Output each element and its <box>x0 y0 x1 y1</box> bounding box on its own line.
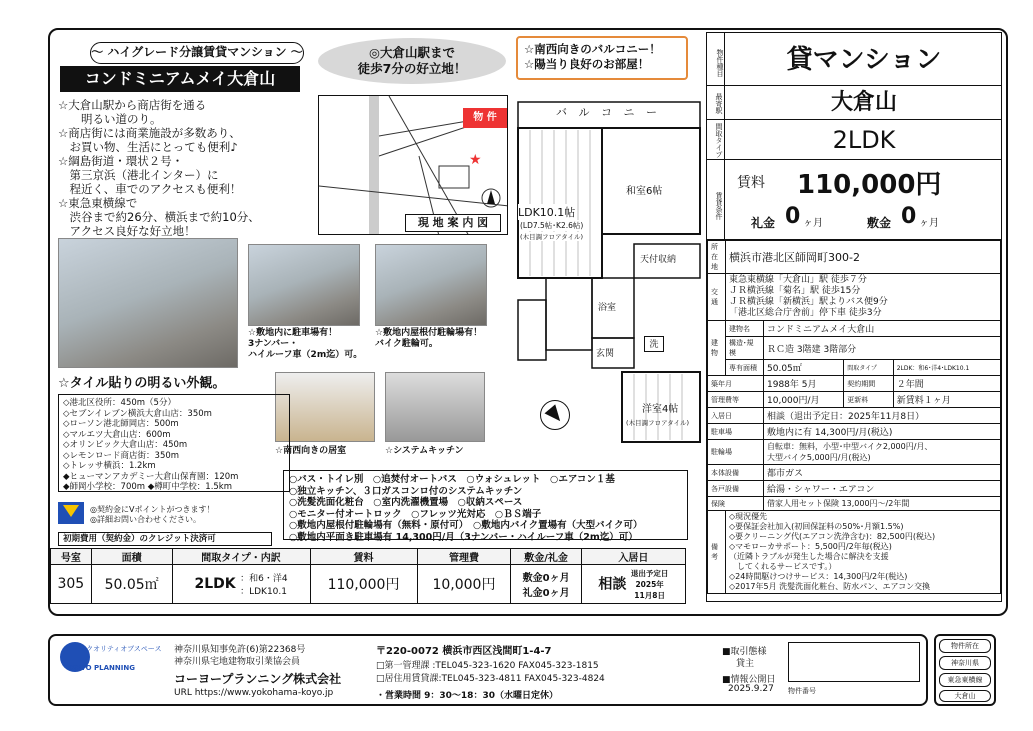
address: 横浜市港北区師岡町300-2 <box>726 241 1001 274</box>
summary-mgmt: 10,000円 <box>417 565 511 604</box>
point-logo <box>58 502 84 524</box>
wash-label: 洗 <box>644 336 664 352</box>
tagline: クオリティオブスペース <box>86 645 162 653</box>
summary-area: 50.05㎡ <box>91 565 172 604</box>
side-2: 神奈川県 <box>939 656 991 670</box>
reikin-label: 礼金 <box>751 216 776 230</box>
summary-rent: 110,000円 <box>310 565 417 604</box>
parking-caption: ☆敷地内に駐車場有！ 3ナンバー・ ハイルーフ車（2m迄）可。 <box>248 328 363 360</box>
building-name: コンドミニアムメイ大倉山 <box>764 321 1001 337</box>
col-layout: 間取タイプ・内訳 <box>172 549 310 565</box>
deal-value: 貸主 <box>736 659 755 669</box>
point-text-1: ◎契約金にVポイントがつきます！ <box>90 505 215 514</box>
kitchen-caption: ☆システムキッチン <box>385 446 464 456</box>
renewal-fee: 新賃料１ヶ月 <box>893 392 1000 408</box>
traffic: 東急東横線「大倉山」駅 徒歩７分 ＪＲ横浜線「菊名」駅 徒歩15分 ＪＲ横浜線「新横浜」駅よりバス便9分 「港北区総合庁舎前」停下車 徒歩3分 <box>726 274 1001 321</box>
structure: ＲＣ造 3階建 3階部分 <box>764 337 1001 360</box>
side-4: 大倉山 <box>939 690 991 702</box>
gas: 都市ガス <box>764 465 1001 481</box>
detail-table: 所在地 横浜市港北区師岡町300-2 交通 東急東横線「大倉山」駅 徒歩７分 ＪＲ横浜線「菊名」駅 徒歩15分 ＪＲ横浜線「新横浜」駅よりバス便9分 「港北区総合庁舎前」停下車 徒歩3分 建物 建物名 コンドミニアムメイ大倉山 構造･規模 ＲＣ造 3階建 3階部分 専有面積 50.05㎡ 間取タイプ 2LDK：和6･洋4･LDK10.1 築年月 1988年 5月 契約期間 ２年間 管理費等 10,000円/月 更新料 新賃料１ヶ月 入居日 相談（退出予定日：2025年11月8日） 駐車場 敷地内に有 14,300円/月(税込) 駐輪場 自転車：無料，小型･中型バイク2,000円/月、 大型バイク5,000円/月(税込) 本体設備 都市ガス 各戸設備 給湯・シャワー・エアコン 保険 借家人用セット保険 13,000円～/2年間 備考 ◇現況優先 ◇要保証会社加入(初回保証料の50%･月額1.5%) ◇要クリーニング代(エアコン洗浄含む)：82,500円(税込) ◇マモローカサポート：5,500円/2年毎(税込) （近隣トラブルが発生した場合に解決を支援 してくれるサービスです。） ◇24時間駆けつけサービス：14,300円/2年(税込) ◇2017年5月 洗髪洗面化粧台、防水パン、エアコン交換 <box>707 240 1001 594</box>
bike-parking: 自転車：無料，小型･中型バイク2,000円/月、 大型バイク5,000円/月(税込) <box>764 440 1001 465</box>
shikikin-month: ヶ月 <box>919 218 939 229</box>
summary-table <box>50 548 686 604</box>
summary-layout-cell <box>172 565 310 604</box>
building-photo <box>58 238 238 368</box>
notes: ◇現況優先 ◇要保証会社加入(初回保証料の50%･月額1.5%) ◇要クリーニング代(エアコン洗浄含む)：82,500円(税込) ◇マモローカサポート：5,500円/2年毎(税込) （近隣トラブルが発生した場合に解決を支援 してくれるサービスです。） ◇24時間駆けつけサービス：14,300円/2年(税込) ◇2017年5月 洗髪洗面化粧台、防水パン、エアコン交換 <box>726 511 1001 594</box>
type-box: 物件種目 貸マンション <box>706 32 1002 86</box>
deal-label: ■取引態様 <box>722 647 767 657</box>
col-area: 面積 <box>91 549 172 565</box>
floor-area: 50.05㎡ <box>764 360 844 376</box>
side-1: 物件所在 <box>939 639 991 653</box>
mgmt-fee: 10,000円/月 <box>764 392 844 408</box>
company-name: コーヨープランニング株式会社 <box>174 672 342 686</box>
layout-detail: 2LDK：和6･洋4･LDK10.1 <box>893 360 1000 376</box>
entry-label: 玄関 <box>596 349 615 359</box>
company-footer <box>48 634 928 706</box>
summary-layout: 2LDK <box>194 576 236 592</box>
parking-photo <box>248 244 360 326</box>
station-bubble: ◎大倉山駅まで 徒歩7分の好立地！ <box>318 38 506 84</box>
col-rent: 賃料 <box>310 549 417 565</box>
bike-photo <box>375 244 487 326</box>
credit-note: 初期費用（契約金）のクレジット決済可 <box>58 532 272 546</box>
svg-text:★: ★ <box>469 152 482 168</box>
ldk-label: LDK10.1帖 <box>518 206 576 219</box>
storage-label: 天付収納 <box>640 255 677 265</box>
ldk-sub2: (木目調フロアタイル) <box>520 233 583 241</box>
reikin-month: ヶ月 <box>803 218 823 229</box>
summary-move-sub: 退出予定日 2025年 11月8日 <box>630 568 669 600</box>
amenities: ○バス・トイレ別 ○追焚付オートバス ○ウォシュレット ○エアコン１基 ○独立キッチン、３口ガスコンロ付のシステムキッチン ○洗髪洗面化粧台 ○室内洗濯機置場 ○収納スペース ○モニター付オートロック ○フレッツ光対応 ○ＢＳ端子 ○敷地内屋根付駐輪場有（無料・原付可） ○敷地内バイク置場有（大型バイク可） ○敷地内平面き駐車場有 14,300円/月（3ナンバー・ハイルーフ車（2m迄）可） <box>283 470 688 540</box>
summary-deposit: 敷金0ヶ月 礼金0ヶ月 <box>511 565 581 604</box>
parking: 敷地内に有 14,300円/月(税込) <box>764 424 1001 440</box>
tel-2: □居住用賃貸課:TEL045-323-4811 FAX045-323-4824 <box>376 674 605 684</box>
company-address: 〒220-0072 横浜市西区浅間町1-4-7 <box>376 646 552 657</box>
summary-move: 相談 <box>598 576 627 592</box>
price-box: 賃貸条件 賃料 110,000円 礼金 0 ヶ月 敷金 0 ヶ月 <box>706 160 1002 240</box>
rent-label: 賃料 <box>737 175 765 191</box>
col-move: 入居日 <box>581 549 685 565</box>
pub-label: ■情報公開日 <box>722 675 776 685</box>
col-room: 号室 <box>51 549 92 565</box>
room-caption: ☆南西向きの居室 <box>275 446 347 456</box>
insurance: 借家人用セット保険 13,000円～/2年間 <box>764 497 1001 511</box>
hours: ・営業時間 9：30～18：30（水曜日定休） <box>376 691 558 701</box>
contract-term: ２年間 <box>893 376 1000 392</box>
room-no: 305 <box>51 565 92 604</box>
nearby-facilities: ◇港北区役所：450m（5分） ◇セブンイレブン横浜大倉山店：350m ◇ローソン港北師岡店：500m ◇マルエツ大倉山店：600m ◇オリンピック大倉山店：450m ◇レモンロード商店街：350m ◇トレッサ横浜：1.2km ◆ヒューマンアカデミー大倉山保育園：120m ◆師岡小学校：700m ◆樽町中学校：1.5km <box>58 394 290 492</box>
shikikin-label: 敷金 <box>867 216 892 230</box>
room-photo <box>275 372 375 442</box>
layout-box: 間取タイプ 2LDK <box>706 120 1002 160</box>
ldk-sub: (LD7.5帖･K2.6帖) <box>520 221 584 230</box>
tel-1: □第一管理課 :TEL045-323-1620 FAX045-323-1815 <box>376 661 599 671</box>
features-text: ☆大倉山駅から商店街を通る 明るい道のり。 ☆商店街には商業施設が多数あり、 お買い物、生活にとっても便利♪ ☆綱島街道・環状２号・ 第三京浜（港北インター）に 程近く、車でのアクセスも便利！ ☆東急東横線で 渋谷まで約26分、横浜まで約10分、 アクセス良好な好立地！ <box>58 98 260 238</box>
property-pin: 物 件 <box>463 108 507 128</box>
col-mgmt: 管理費 <box>417 549 511 565</box>
property-name: コンドミニアムメイ大倉山 <box>60 66 300 92</box>
company-url[interactable]: URL https://www.yokohama-koyo.jp <box>174 688 334 698</box>
bukken-no: 物件番号 <box>788 687 816 695</box>
summary-move-cell <box>581 565 685 604</box>
bath-label: 浴室 <box>598 303 617 313</box>
balcony-label: バ ル コ ニ ー <box>556 106 661 119</box>
shikikin-value: 0 <box>901 204 917 229</box>
building-caption: ☆タイル貼りの明るい外観。 <box>58 376 226 391</box>
yoshitsu-sub: (木目調フロアタイル) <box>626 419 689 427</box>
bike-caption: ☆敷地内屋根付駐輪場有！ バイク駐輪可。 <box>375 328 483 349</box>
station-box: 最寄駅 大倉山 <box>706 86 1002 120</box>
rent-value: 110,000円 <box>797 170 942 200</box>
equipment: 給湯・シャワー・エアコン <box>764 481 1001 497</box>
compass-icon <box>540 400 570 430</box>
summary-layout-sub: ：和6・洋4 ：LDK10.1 <box>240 574 288 597</box>
point-text-2: ◎詳細お問い合わせください。 <box>90 515 201 524</box>
washitsu-label: 和室6帖 <box>626 182 662 197</box>
kitchen-photo <box>385 372 485 442</box>
layout-type: 2LDK <box>832 126 896 154</box>
station-name: 大倉山 <box>830 90 897 115</box>
yoshitsu-label: 洋室4帖 <box>642 404 679 415</box>
map-label: 現 地 案 内 図 <box>405 214 501 232</box>
location-map <box>318 95 508 235</box>
fee-box <box>788 642 920 682</box>
license-1: 神奈川県知事免許(6)第22368号 <box>174 645 306 655</box>
pub-date: 2025.9.27 <box>728 684 774 694</box>
side-3: 東急東横線 <box>939 673 991 687</box>
license-2: 神奈川県宅地建物取引業協会員 <box>174 657 301 667</box>
balcony-callout: ☆南西向きのバルコニー！ ☆陽当り良好のお部屋！ <box>516 36 688 80</box>
reikin-value: 0 <box>785 204 801 229</box>
detail-table-wrap <box>706 240 1002 602</box>
property-type: 貸マンション <box>786 45 942 75</box>
info-panel <box>706 32 1002 602</box>
move-in: 相談（退出予定日：2025年11月8日） <box>764 408 1001 424</box>
side-tags <box>934 634 996 706</box>
brand-text: KOYO PLANNING <box>70 664 135 672</box>
subtitle: ～ ハイグレード分譲賃貸マンション ～ <box>90 42 304 64</box>
col-deposit: 敷金/礼金 <box>511 549 581 565</box>
built-date: 1988年 5月 <box>764 376 844 392</box>
